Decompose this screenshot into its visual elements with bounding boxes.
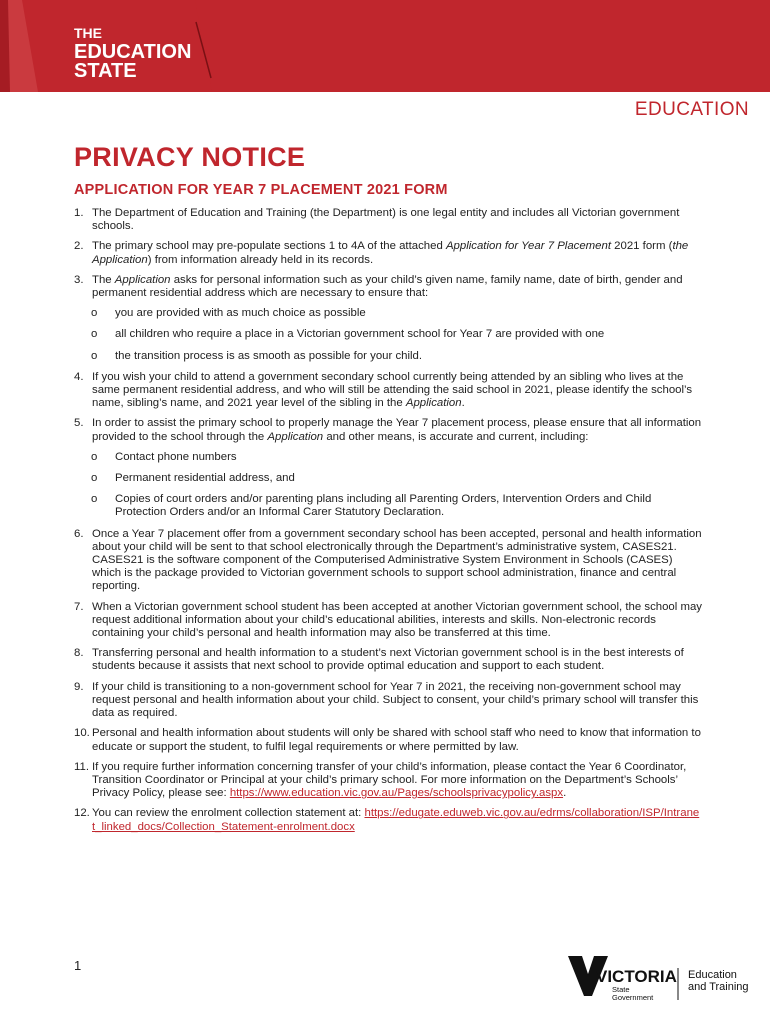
item-number: 5. (74, 417, 84, 430)
bullet-text: Permanent residential address, and (115, 472, 295, 485)
logo-line-1: THE (74, 25, 102, 41)
item-number: 6. (74, 527, 84, 540)
bullet-item (74, 307, 702, 320)
item-text (92, 681, 702, 721)
emphasis-text: Application (405, 397, 462, 410)
bullet-text: you are provided with as much choice as possible (115, 307, 366, 320)
text-run: . (461, 397, 465, 410)
notice-item (74, 207, 702, 233)
bullet-text: Copies of court orders and/or parenting plans including all Parenting Orders, Intervention Orders and Child Protection Orders and/or an Informal Carer Statutory Declaration. (115, 493, 652, 519)
text-run: ) from information already held in its records. (147, 253, 374, 266)
notice-item (74, 371, 702, 411)
item-number: 1. (74, 207, 84, 219)
item-number: 8. (74, 647, 84, 660)
notice-item (74, 647, 702, 673)
item-number: 3. (74, 273, 84, 286)
text-run: When a Victorian government school student has been accepted at another Victorian government school, the school may request additional information about your child’s educational abilities, interests and skills. Non-electronic records containing your child’s personal and health information may also be transferred at this time. (92, 600, 702, 640)
item-number: 10. (74, 727, 90, 740)
bullet-item (74, 328, 702, 341)
notice-item (74, 240, 702, 266)
notice-item (74, 681, 702, 721)
page-number: 1 (74, 958, 82, 973)
bullet-item (74, 350, 702, 363)
bullet-marker: o (91, 349, 98, 362)
bullet-text: the transition process is as smooth as possible for your child. (115, 349, 423, 362)
notice-item (74, 727, 702, 753)
notice-item (74, 417, 702, 443)
item-text (92, 240, 702, 266)
notice-item (74, 274, 702, 300)
policy-link[interactable]: https://edugate.eduweb.vic.gov.au/edrms/collaboration/ISP/Intranet_linked_docs/Collection_Statement-enrolment.docx (92, 807, 700, 833)
footer-government: Government (612, 993, 654, 1002)
form-subtitle: APPLICATION FOR YEAR 7 PLACEMENT 2021 FORM (74, 182, 448, 198)
text-run: Personal and health information about students will only be shared with school staff who need to know that information to educate or support the student, to fulfil legal requirements or where permitted by law. (92, 727, 701, 753)
item-text (92, 207, 702, 233)
emphasis-text: the Application (92, 240, 689, 266)
text-run: In order to assist the primary school to properly manage the Year 7 placement process, please ensure that all information provided to the school through the (92, 417, 702, 443)
item-number: 4. (74, 370, 84, 383)
item-number: 2. (74, 240, 84, 253)
item-number: 9. (74, 680, 84, 693)
logo-line-3: STATE (74, 60, 137, 82)
bullet-marker: o (91, 450, 98, 463)
text-run: You can review the enrolment collection statement at: (92, 807, 365, 820)
notice-body (74, 207, 702, 841)
notice-item (74, 601, 702, 641)
header-banner (0, 0, 770, 92)
bullet-item (74, 451, 702, 464)
bullet-text: all children who require a place in a Victorian government school for Year 7 are provided with one (115, 328, 605, 341)
text-run: The primary school may pre-populate sections 1 to 4A of the attached (92, 240, 446, 253)
item-text (92, 727, 702, 753)
text-run: asks for personal information such as your child’s given name, family name, date of birth, gender and permanent residential address which are necessary to ensure that: (92, 273, 683, 300)
notice-item (74, 528, 702, 594)
victoria-government-logo (566, 952, 756, 1004)
item-text (92, 371, 702, 411)
item-number: 11. (74, 760, 89, 773)
bullet-text: Contact phone numbers (115, 450, 237, 463)
item-number: 7. (74, 600, 84, 613)
bullet-marker: o (91, 328, 98, 341)
text-run: The Department of Education and Training (the Department) is one legal entity and includes all Victorian government schools. (92, 207, 680, 233)
text-run: If you require further information concerning transfer of your child’s information, please contact the Year 6 Coordinator, Transition Coordinator or Principal at your child’s primary school. For more information on the Department’s Schools’ Privacy Policy, please see: (92, 760, 687, 800)
text-run: If your child is transitioning to a non-government school for Year 7 in 2021, the receiving non-government school may request personal and health information about your child. Subject to consent, your child’s primary school will transfer this data as required. (92, 680, 699, 720)
emphasis-text: Application (267, 430, 324, 443)
footer-state: State (612, 985, 630, 994)
text-run: 2021 form ( (611, 240, 673, 253)
text-run: . (563, 787, 567, 800)
victoria-wordmark: VICTORIA (596, 967, 677, 986)
bullet-item (74, 493, 702, 519)
text-run: The (92, 273, 115, 286)
bullet-item (74, 472, 702, 485)
footer-dept-line-1: Education (688, 969, 737, 981)
bullet-marker: o (91, 472, 98, 485)
text-run: If you wish your child to attend a government secondary school currently being attended by an sibling who lives at the same permanent residential address, and who will still be attending the said school in 2021, please identify the school’s name, sibling’s name, and 2021 year level of the sibling in the (92, 370, 693, 410)
page-title: PRIVACY NOTICE (74, 142, 306, 172)
notice-item (74, 761, 702, 801)
item-text (92, 807, 702, 833)
emphasis-text: Application for Year 7 Placement (445, 240, 612, 253)
text-run: and other means, is accurate and current, including: (323, 430, 589, 443)
bullet-marker: o (91, 307, 98, 320)
item-text (92, 647, 702, 673)
item-text (92, 761, 702, 801)
logo-line-2: EDUCATION (74, 41, 192, 63)
item-text (92, 274, 702, 300)
emphasis-text: Application (114, 273, 171, 286)
text-run: Once a Year 7 placement offer from a government secondary school has been accepted, personal and health information about your child will be sent to that school electronically through the Department’s administrative system, CASES21. CASES21 is the software component of the Computerised Administrative System Environment in Schools (CASES) which is the package provided to Victorian government schools to support school administration, finance and central reporting. (92, 527, 702, 593)
notice-item (74, 807, 702, 833)
policy-link[interactable]: https://www.education.vic.gov.au/Pages/schoolsprivacypolicy.aspx (229, 787, 564, 800)
item-text (92, 528, 702, 594)
item-text (92, 417, 702, 443)
item-number: 12. (74, 807, 90, 820)
item-text (92, 601, 702, 641)
text-run: Transferring personal and health information to a student’s next Victorian government school is in the best interests of students because it assists that next school to provide optimal education and support to each student. (92, 647, 684, 673)
footer-dept-line-2: and Training (688, 981, 749, 993)
department-label: EDUCATION (634, 99, 749, 120)
bullet-marker: o (91, 493, 98, 506)
